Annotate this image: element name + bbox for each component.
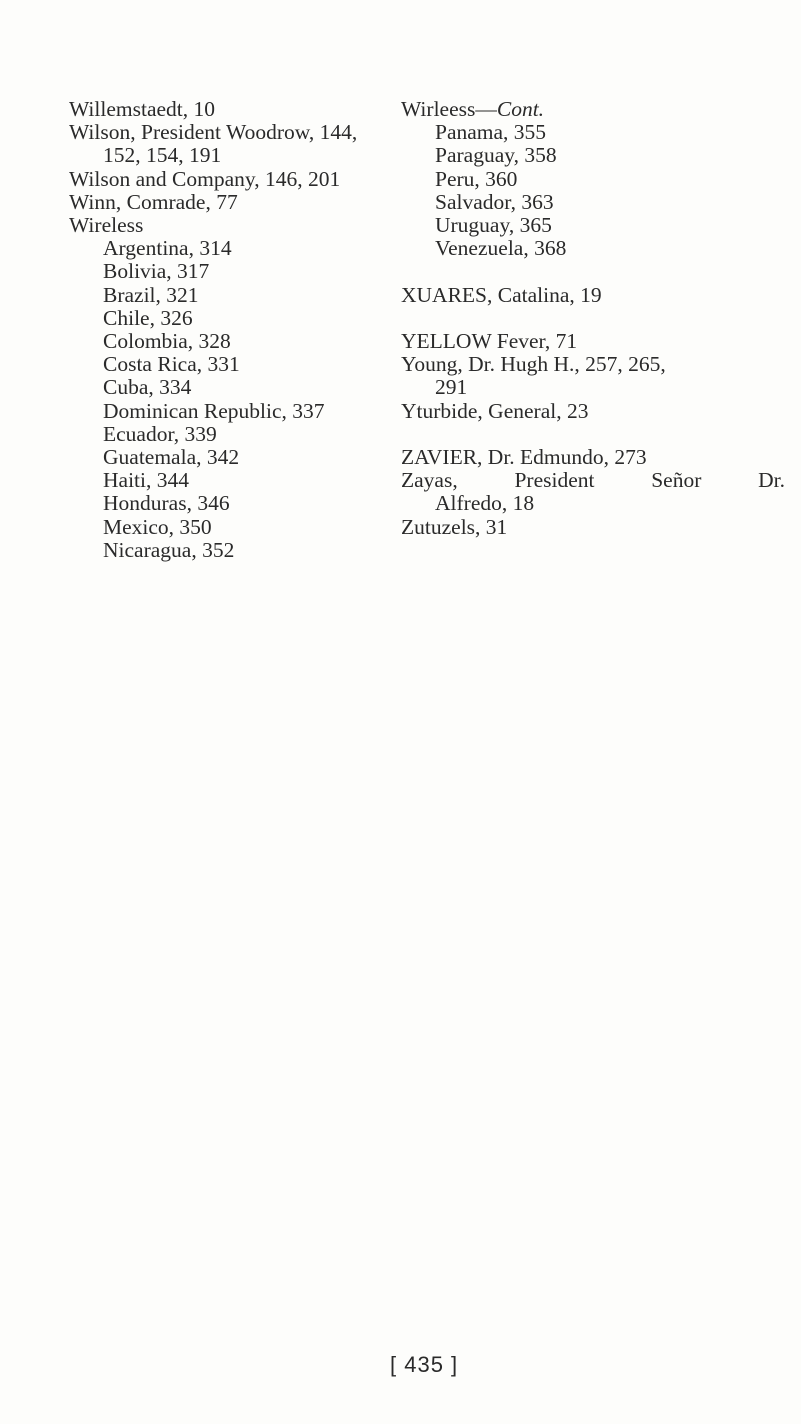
index-entry: XUARES, Catalina, 19: [401, 282, 602, 307]
index-subentry: Costa Rica, 331: [103, 352, 240, 377]
left-column: [69, 98, 429, 562]
index-entry-zayas: [401, 469, 785, 492]
index-entry-continuation: Alfredo, 18: [435, 491, 535, 516]
index-entry: Peru, 360: [435, 166, 518, 191]
index-entry-continuation: 291: [435, 375, 468, 400]
index-entry: Panama, 355: [435, 120, 547, 145]
index-subentry: Guatemala, 342: [103, 445, 240, 470]
index-subentry: Cuba, 334: [103, 375, 192, 400]
index-entry: Wilson, President Woodrow, 144,: [69, 120, 358, 145]
index-entry: ZAVIER, Dr. Edmundo, 273: [401, 445, 647, 469]
section-gap: [401, 260, 797, 283]
index-entry: Uruguay, 365: [435, 213, 552, 238]
index-entry: Wireless: [69, 213, 144, 238]
index-subentry: Honduras, 346: [103, 491, 230, 516]
wireless-continued-heading: [401, 98, 797, 121]
index-entry: Winn, Comrade, 77: [69, 189, 238, 214]
index-subentry: Ecuador, 339: [103, 421, 217, 446]
word: Dr.: [758, 468, 785, 493]
index-subentry: Nicaragua, 352: [103, 537, 235, 562]
index-subentry: Bolivia, 317: [103, 259, 210, 284]
index-subentry: Mexico, 350: [103, 514, 212, 539]
right-column: [401, 98, 797, 539]
index-subentry: Chile, 326: [103, 305, 193, 330]
heading-cont-label: Cont.: [496, 97, 545, 121]
word: Zayas,: [401, 468, 458, 493]
section-gap: [401, 423, 797, 446]
index-entry: Salvador, 363: [435, 189, 554, 214]
word: President: [514, 468, 595, 493]
index-entry: Yturbide, General, 23: [401, 398, 589, 423]
index-subentry: Brazil, 321: [103, 282, 199, 307]
index-subentry: 152, 154, 191: [103, 143, 222, 168]
index-entry: Zutuzels, 31: [401, 514, 508, 539]
index-entry: Paraguay, 358: [435, 143, 557, 168]
index-subentry: Dominican Republic, 337: [103, 398, 325, 423]
index-entry: Wilson and Company, 146, 201: [69, 166, 341, 191]
index-subentry: Haiti, 344: [103, 468, 189, 493]
index-subentry: Colombia, 328: [103, 329, 231, 354]
index-entry: Venezuela, 368: [435, 236, 567, 261]
index-entry: Young, Dr. Hugh H., 257, 265,: [401, 352, 666, 377]
page-number: [ 435 ]: [390, 1352, 459, 1377]
index-entry: Willemstaedt, 10: [69, 97, 216, 121]
heading-text: Wirleess—: [401, 97, 497, 121]
index-entry: YELLOW Fever, 71: [401, 329, 578, 353]
word: Señor: [651, 468, 702, 493]
section-gap: [401, 307, 797, 330]
index-subentry: Argentina, 314: [103, 236, 232, 261]
